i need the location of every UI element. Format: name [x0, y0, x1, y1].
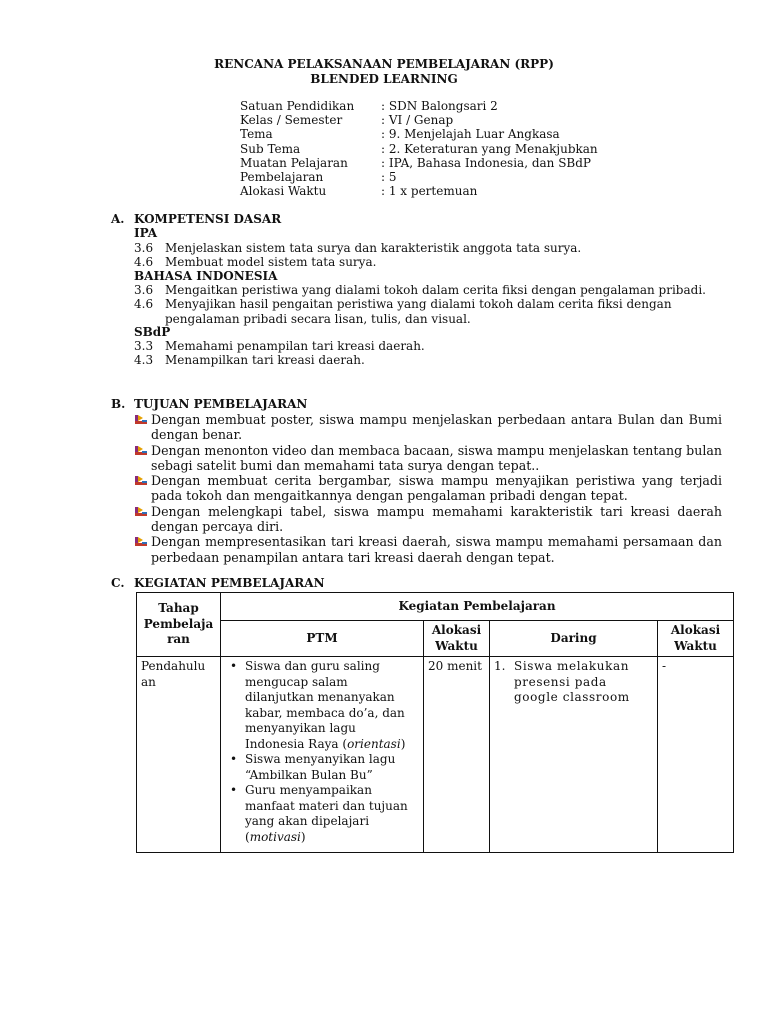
info-value: : VI / Genap [381, 113, 454, 128]
section-c-heading [111, 576, 325, 590]
competency-item [134, 353, 734, 367]
daring-text: Siswa melakukan presensi pada google classroom [514, 659, 630, 704]
competency-text: Memahami penampilan tari kreasi daerah. [165, 339, 425, 353]
ptm-after: ) [300, 829, 306, 844]
competency-text: Menyajikan hasil pengaitan peristiwa yang dialami tokoh dalam cerita fiksi dengan pengalaman pribadi secara lisan, tulis, dan visual. [165, 297, 672, 326]
identity-block [240, 99, 598, 198]
competency-number: 4.6 [134, 297, 154, 312]
section-letter: A. [111, 212, 125, 226]
arrow-bullet-icon [134, 506, 148, 518]
info-row [240, 170, 598, 184]
header-alokasi-ptm: Alokasi Waktu [424, 621, 490, 657]
arrow-bullet-icon [134, 445, 148, 457]
info-label: Muatan Pelajaran [240, 155, 348, 170]
cell-alokasi-daring: - [658, 657, 734, 853]
competency-text: Menjelaskan sistem tata surya dan karakteristik anggota tata surya. [165, 241, 582, 255]
section-a-heading [111, 212, 281, 226]
info-label: Pembelajaran [240, 170, 324, 185]
arrow-bullet-icon [134, 414, 148, 426]
ptm-text: Siswa menyanyikan lagu “Ambilkan Bulan Bu” [245, 752, 396, 782]
table-row [137, 657, 734, 853]
competency-number: 4.6 [134, 255, 154, 270]
header-tahap: Tahap Pembelaja ran [137, 593, 221, 657]
section-letter: C. [111, 576, 125, 590]
ptm-item [245, 752, 419, 783]
info-value: : IPA, Bahasa Indonesia, dan SBdP [381, 155, 592, 170]
goal-item [134, 443, 722, 473]
header-kegiatan: Kegiatan Pembelajaran [221, 593, 734, 621]
competency-text: Mengaitkan peristiwa yang dialami tokoh dalam cerita fiksi dengan pengalaman pribadi. [165, 283, 706, 297]
activity-table [136, 592, 734, 853]
section-title: TUJUAN PEMBELAJARAN [134, 397, 308, 411]
competency-item [134, 241, 734, 255]
ptm-item [245, 659, 419, 752]
ptm-text: Siswa dan guru saling mengucap salam dilanjutkan menanyakan kabar, membaca do’a, dan menyanyikan lagu Indonesia Raya ( [245, 659, 405, 751]
info-label: Tema [240, 127, 273, 142]
cell-alokasi-ptm: 20 menit [424, 657, 490, 853]
cell-tahap: Pendahulu an [137, 657, 221, 853]
info-row [240, 113, 598, 127]
competency-item [134, 339, 734, 353]
ipa-list [134, 241, 734, 270]
cell-ptm [221, 657, 424, 853]
section-title: KOMPETENSI DASAR [134, 212, 282, 226]
goal-item [134, 534, 722, 564]
ptm-text: Guru menyampaikan manfaat materi dan tujuan yang akan dipelajari ( [245, 783, 408, 844]
ptm-emphasis: motivasi [249, 829, 301, 844]
goal-text: Dengan menonton video dan membaca bacaan, siswa mampu menjelaskan tentang bulan sebagi satelit bumi dan memahami tata surya dengan tepat.. [151, 442, 722, 473]
header-alokasi-daring: Alokasi Waktu [658, 621, 734, 657]
section-b-heading [111, 397, 307, 411]
ptm-item [245, 783, 419, 845]
arrow-bullet-icon [134, 536, 148, 548]
info-value: : 1 x pertemuan [381, 184, 478, 199]
info-value: : SDN Balongsari 2 [381, 99, 498, 113]
bindo-heading: BAHASA INDONESIA [134, 269, 278, 283]
goal-text: Dengan mempresentasikan tari kreasi daerah, siswa mampu memahami persamaan dan perbedaan penampilan antara tari kreasi daerah dengan tepat. [151, 534, 722, 565]
goal-item [134, 412, 722, 442]
document-title: RENCANA PELAKSANAAN PEMBELAJARAN (RPP) [214, 57, 554, 71]
info-value: : 5 [381, 170, 397, 185]
goal-item [134, 473, 722, 503]
competency-item [134, 283, 734, 297]
competency-number: 3.6 [134, 283, 154, 297]
goal-item [134, 504, 722, 534]
goal-text: Dengan membuat cerita bergambar, siswa mampu menyajikan peristiwa yang terjadi pada tokoh dan mengaitkannya dengan pengalaman pribadi dengan tepat. [151, 473, 722, 504]
competency-text: Menampilkan tari kreasi daerah. [165, 353, 365, 368]
competency-number: 3.3 [134, 339, 154, 353]
info-label: Alokasi Waktu [240, 184, 327, 199]
info-row [240, 184, 598, 198]
sbdp-heading: SBdP [134, 325, 171, 339]
info-value: : 9. Menjelajah Luar Angkasa [381, 127, 560, 142]
document-subtitle: BLENDED LEARNING [310, 72, 458, 86]
info-label: Sub Tema [240, 141, 301, 156]
info-label: Kelas / Semester [240, 113, 343, 128]
info-row [240, 142, 598, 156]
competency-number: 4.3 [134, 353, 154, 368]
info-value: : 2. Keteraturan yang Menakjubkan [381, 141, 598, 156]
sbdp-list [134, 339, 734, 368]
ptm-emphasis: orientasi [347, 736, 401, 751]
info-row [240, 99, 598, 113]
goals-list [134, 412, 722, 565]
ptm-list [225, 659, 419, 845]
goal-text: Dengan membuat poster, siswa mampu menjelaskan perbedaan antara Bulan dan Bumi dengan benar. [151, 412, 722, 443]
competency-number: 3.6 [134, 241, 154, 255]
goal-text: Dengan melengkapi tabel, siswa mampu memahami karakteristik tari kreasi daerah dengan percaya diri. [151, 503, 722, 534]
header-ptm: PTM [221, 621, 424, 657]
info-row [240, 127, 598, 141]
competency-text: Membuat model sistem tata surya. [165, 255, 377, 270]
daring-item [494, 659, 653, 706]
competency-item [134, 297, 734, 326]
competency-item [134, 255, 734, 269]
header-daring: Daring [490, 621, 658, 657]
info-row [240, 156, 598, 170]
section-title: KEGIATAN PEMBELAJARAN [134, 576, 325, 590]
ipa-heading: IPA [134, 226, 158, 240]
ptm-after: ) [400, 736, 406, 751]
cell-daring [490, 657, 658, 853]
arrow-bullet-icon [134, 475, 148, 487]
section-letter: B. [111, 397, 126, 411]
info-label: Satuan Pendidikan [240, 99, 355, 113]
daring-number: 1. [494, 659, 506, 673]
bindo-list [134, 283, 734, 326]
